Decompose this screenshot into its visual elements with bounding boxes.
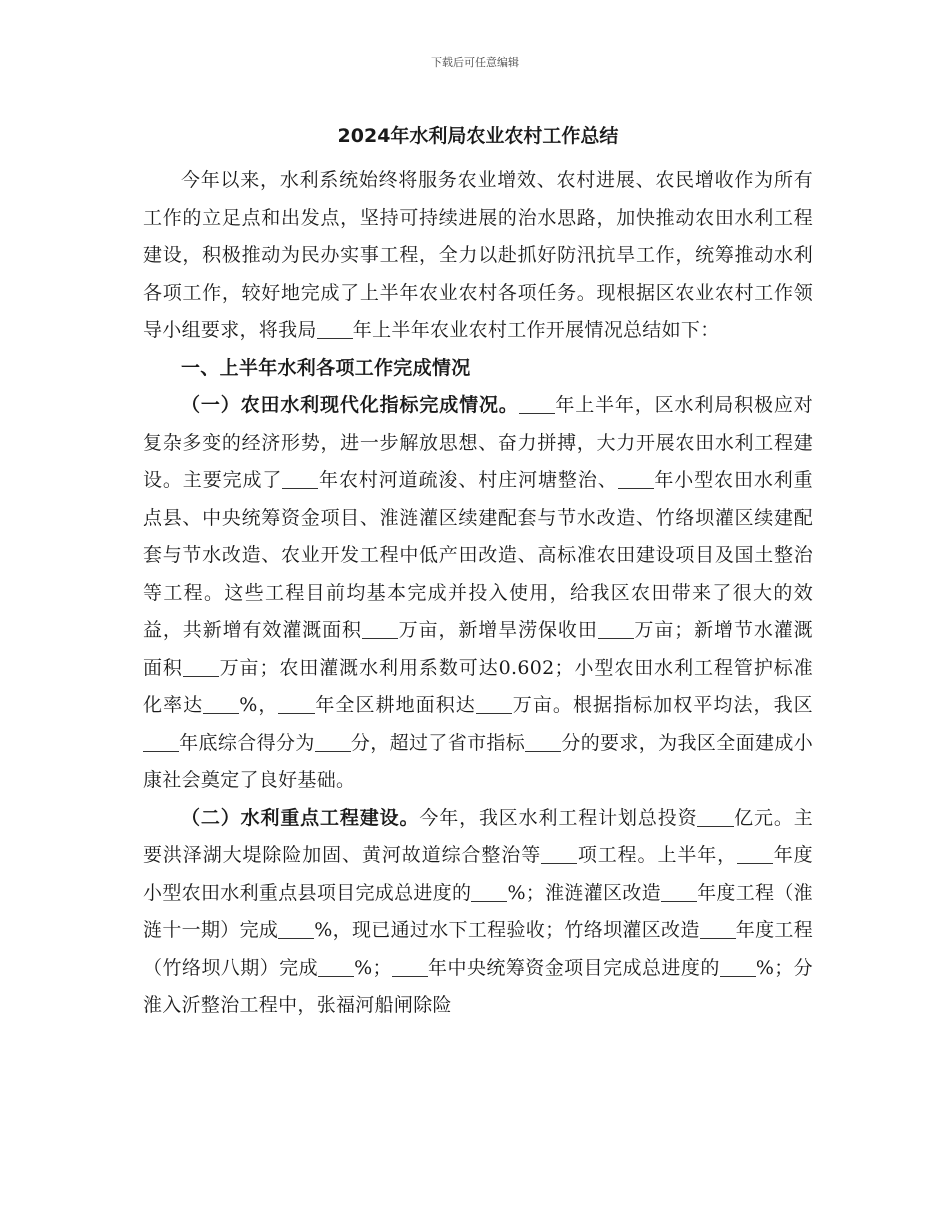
- fill-in-blank: [278, 694, 314, 714]
- fill-in-blank: [541, 844, 577, 864]
- text-run: 项工程。上半年，: [577, 844, 738, 866]
- text-run: 亿元。主要洪泽湖大堤除险加固、黄河故道综合整治等: [143, 806, 813, 866]
- subheading-run: （二）水利重点工程建设。: [181, 806, 420, 829]
- fill-in-blank: [476, 694, 512, 714]
- subheading-run: （一）农田水利现代化指标完成情况。: [181, 394, 519, 416]
- paragraph-container: [143, 162, 813, 1025]
- fill-in-blank: [697, 807, 733, 827]
- text-run: 年底综合得分为: [179, 731, 315, 754]
- body-paragraph: [143, 800, 813, 1025]
- fill-in-blank: [317, 319, 353, 339]
- text-run: %；: [354, 956, 392, 979]
- fill-in-blank: [183, 657, 219, 677]
- fill-in-blank: [362, 619, 398, 639]
- text-run: 万亩，新增旱涝保收田: [398, 619, 598, 641]
- fill-in-blank: [519, 394, 555, 414]
- fill-in-blank: [720, 957, 756, 977]
- fill-in-blank: [471, 882, 507, 902]
- header-note: 下载后可任意编辑: [431, 56, 519, 69]
- text-run: 万亩；农田灌溉水利用系数可达0.602；小型农田水利工程管护标准化率达: [143, 656, 813, 716]
- text-run: %；淮涟灌区改造: [507, 881, 661, 904]
- fill-in-blank: [525, 732, 561, 752]
- text-run: 年农村河道疏浚、村庄河塘整治、: [318, 469, 618, 491]
- text-run: 年中央统筹资金项目完成总进度的: [427, 956, 720, 979]
- fill-in-blank: [143, 732, 179, 752]
- fill-in-blank: [315, 732, 351, 752]
- text-run: 今年，我区水利工程计划总投资: [419, 806, 698, 829]
- text-run: 万亩；新增节水灌溉面积: [143, 619, 813, 679]
- text-run: 年小型农田水利重点县、中央统筹资金项目、淮涟灌区续建配套与节水改造、竹络坝灌区续建配套与节水改造、农业开发工程中低产田改造、高标准农田建设项目及国土整治等工程。这些工程目前均基本完成并投入使用，给我区农田带来了很大的效益，共新增有效灌溉面积: [143, 469, 813, 641]
- text-run: 分的要求，为我区全面建成小康社会奠定了良好基础。: [143, 731, 814, 791]
- fill-in-blank: [318, 957, 354, 977]
- fill-in-blank: [278, 919, 314, 939]
- text-run: 万亩。根据指标加权平均法，我区: [511, 694, 813, 716]
- fill-in-blank: [392, 957, 428, 977]
- document-body: [143, 122, 813, 1025]
- text-run: 年上半年，区水利局积极应对复杂多变的经济形势，进一步解放思想、奋力拼搏，大力开展农田水利工程建设。主要完成了: [143, 394, 814, 491]
- text-run: 一、上半年水利各项工作完成情况: [181, 356, 471, 379]
- section-heading: [143, 350, 813, 388]
- text-run: 年度小型农田水利重点县项目完成总进度的: [143, 844, 813, 904]
- fill-in-blank: [700, 919, 736, 939]
- document-title: 2024年水利局农业农村工作总结: [337, 125, 619, 147]
- fill-in-blank: [737, 844, 773, 864]
- body-paragraph: [143, 387, 813, 800]
- text-run: 今年以来，水利系统始终将服务农业增效、农村进展、农民增收作为所有工作的立足点和出发点，坚持可持续进展的治水思路，加快推动农田水利工程建设，积极推动为民办实事工程，全力以赴抓好防汛抗旱工作，统筹推动水利各项工作，较好地完成了上半年农业农村各项任务。现根据区农业农村工作领导小组要求，将我局: [143, 169, 813, 341]
- text-run: 年上半年农业农村工作开展情况总结如下：: [352, 319, 720, 341]
- fill-in-blank: [203, 694, 239, 714]
- fill-in-blank: [282, 469, 318, 489]
- text-run: 分，超过了省市指标: [350, 731, 526, 754]
- fill-in-blank: [661, 882, 697, 902]
- fill-in-blank: [618, 469, 654, 489]
- fill-in-blank: [598, 619, 634, 639]
- text-run: %；分淮入沂整治工程中，张福河船闸除险: [143, 956, 813, 1016]
- text-run: %，: [239, 694, 279, 716]
- text-run: 年度工程（竹络坝八期）完成: [143, 919, 813, 979]
- text-run: %，现已通过水下工程验收；竹络坝灌区改造: [314, 919, 700, 941]
- body-paragraph: [143, 162, 813, 350]
- text-run: 年全区耕地面积达: [314, 694, 476, 716]
- text-run: 年度工程（淮涟十一期）完成: [143, 881, 813, 941]
